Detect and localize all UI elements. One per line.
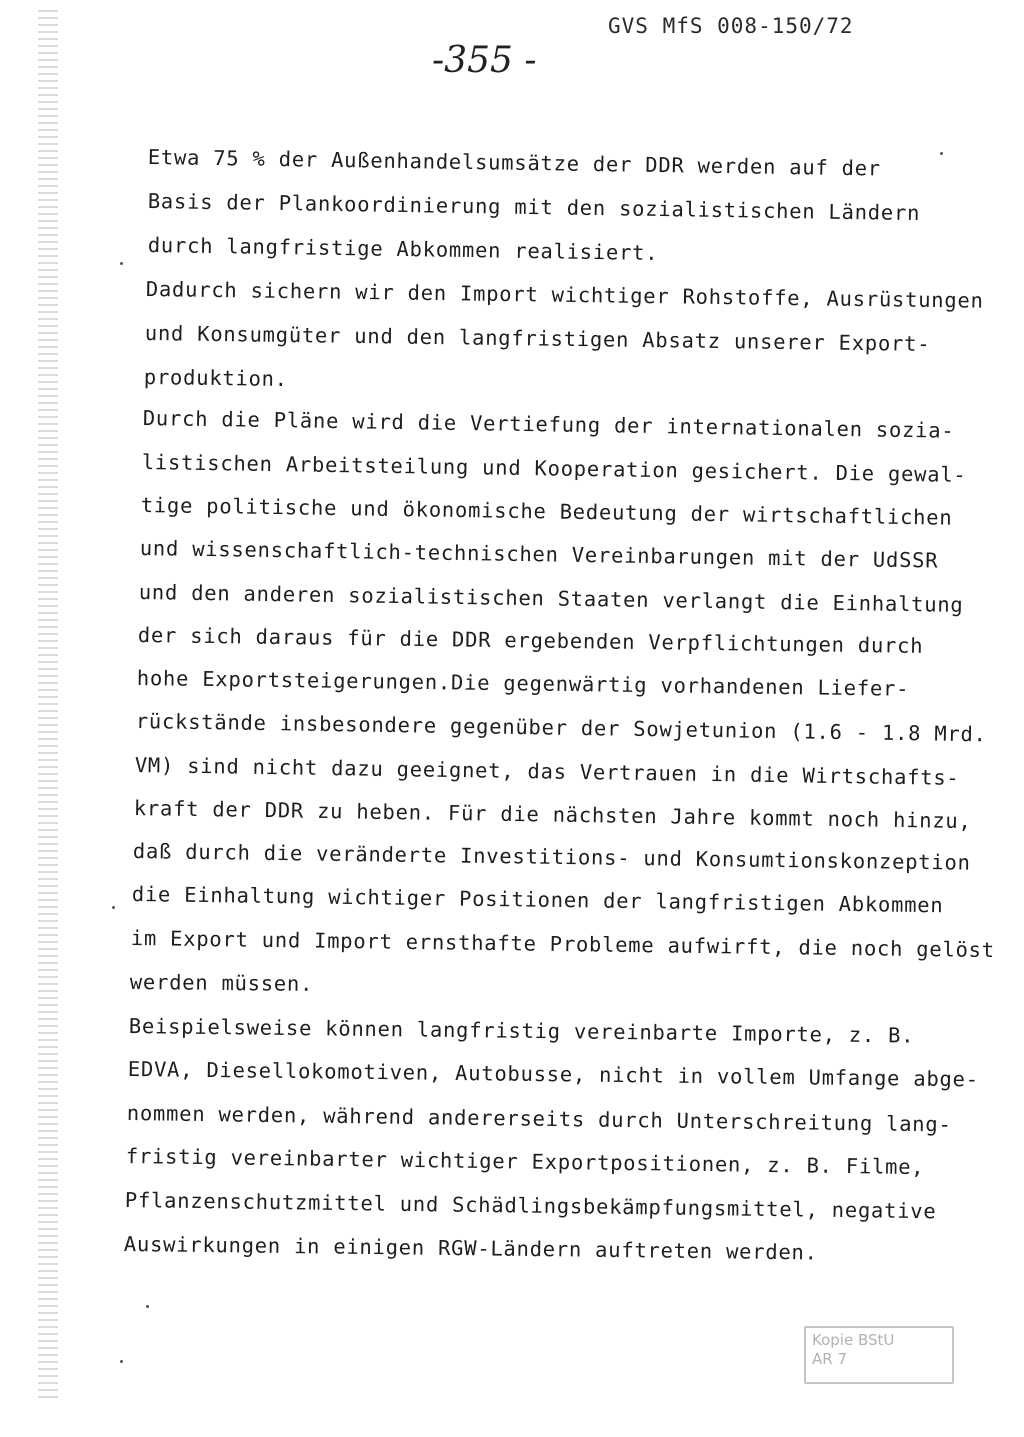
body-line: und Konsumgüter und den langfristigen Absatz unserer Export- [144,321,931,356]
scan-speck [940,152,943,155]
body-line: listischen Arbeitsteilung und Kooperation gesichert. Die gewal- [141,450,967,487]
body-line: und wissenschaftlich-technischen Vereinbarungen mit der UdSSR [139,536,939,573]
body-line: Basis der Plankoordinierung mit den sozialistischen Ländern [147,189,921,226]
body-line: daß durch die veränderte Investitions- und Konsumtionskonzeption [132,839,971,875]
body-line: VM) sind nicht dazu geeignet, das Vertrauen in die Wirtschafts- [134,753,960,790]
body-line: Pflanzenschutzmittel und Schädlingsbekämpfungsmittel, negative [124,1188,937,1224]
body-line: kraft der DDR zu heben. Für die nächsten Jahre kommt noch hinzu, [133,796,972,834]
body-line: durch langfristige Abkommen realisiert. [147,233,659,266]
body-line: fristig vereinbarter wichtiger Exportpositionen, z. B. Filme, [125,1144,925,1180]
body-line: die Einhaltung wichtiger Positionen der langfristigen Abkommen [131,882,944,918]
stamp-line-1: Kopie BStU [812,1331,895,1349]
page-number: -355 - [432,40,537,81]
body-line: produktion. [143,365,289,392]
scan-speck [120,1360,123,1363]
body-line: werden müssen. [129,970,314,996]
body-line: EDVA, Diesellokomotiven, Autobusse, nicht in vollem Umfange abge- [127,1057,979,1092]
scan-speck [120,262,123,265]
body-line: Etwa 75 % der Außenhandelsumsätze der DDR werden auf der [147,145,882,181]
body-line: tige politische und ökonomische Bedeutung der wirtschaftlichen [140,493,953,530]
body-line: Beispielsweise können langfristig vereinbarte Importe, z. B. [128,1014,915,1048]
stamp-line-2: AR 7 [812,1350,847,1368]
body-line: hohe Exportsteigerungen.Die gegenwärtig vorhandenen Liefer- [136,666,910,701]
body-line: der sich daraus für die DDR ergebenden Verpflichtungen durch [137,623,924,658]
body-line: Dadurch sichern wir den Import wichtiger Rohstoffe, Ausrüstungen [145,277,984,313]
body-line: nommen werden, während andererseits durch Unterschreitung lang- [126,1101,952,1137]
archive-stamp [804,1326,954,1384]
document-reference: GVS MfS 008-150/72 [608,14,854,38]
body-line: Auswirkungen in einigen RGW-Ländern auftreten werden. [123,1232,818,1265]
scan-speck [112,906,115,909]
body-line: Durch die Pläne wird die Vertiefung der internationalen sozia- [142,406,955,443]
body-line: und den anderen sozialistischen Staaten verlangt die Einhaltung [138,580,964,617]
body-line: im Export und Import ernsthafte Probleme aufwirft, die noch gelöst [130,926,995,963]
scan-speck [146,1305,149,1308]
scan-edge-artifact [38,10,58,1400]
body-line: rückstände insbesondere gegenüber der Sowjetunion (1.6 - 1.8 Mrd. [135,709,987,747]
